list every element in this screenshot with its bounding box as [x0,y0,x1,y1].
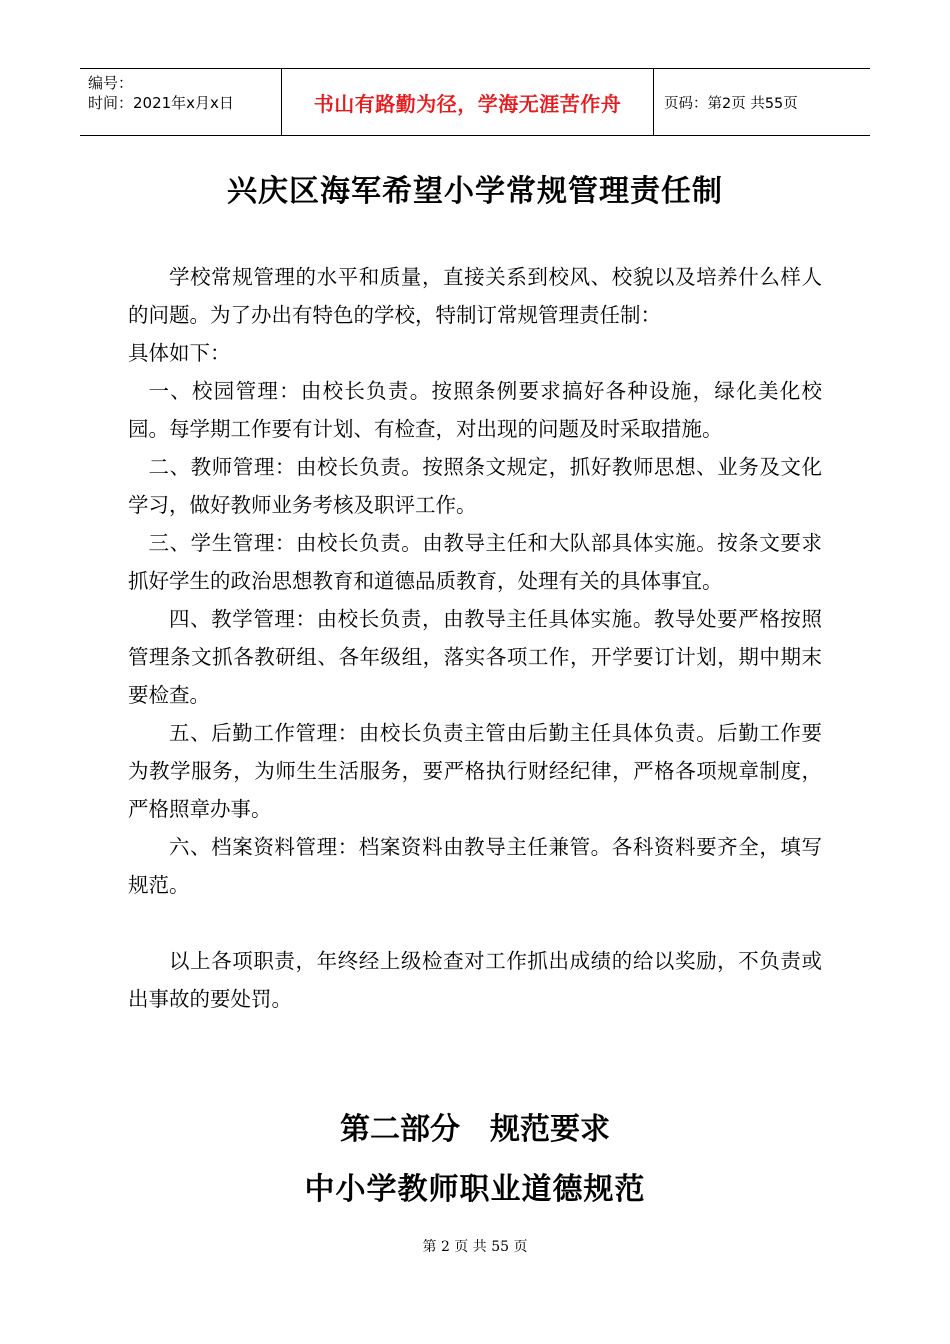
page-header [80,68,870,136]
part-title: 第二部分 规范要求 [340,1112,610,1147]
spacer [128,904,822,942]
number-label: 编号： [88,74,134,92]
header-motto: 书山有路勤为径，学海无涯苦作舟 [282,69,654,135]
intro-paragraph: 学校常规管理的水平和质量，直接关系到校风、校貌以及培养什么样人的问题。为了办出有特色的学校，特制订常规管理责任制： [128,265,822,327]
date-label: 时间：2021年x月x日 [88,94,234,112]
intro-lead: 具体如下： [128,341,231,365]
part-subtitle: 中小学教师职业道德规范 [304,1172,646,1207]
item-students: 三、学生管理：由校长负责。由教导主任和大队部具体实施。按条文要求抓好学生的政治思想教育和道德品质教育，处理有关的具体事宜。 [128,531,822,593]
document-body [128,258,822,1018]
item-campus: 一、校园管理：由校长负责。按照条例要求搞好各种设施，绿化美化校园。每学期工作要有计划、有检查，对出现的问题及时采取措施。 [128,379,822,441]
item-archives: 六、档案资料管理：档案资料由教导主任兼管。各科资料要齐全，填写规范。 [128,835,822,897]
item-logistics: 五、后勤工作管理：由校长负责主管由后勤主任具体负责。后勤工作要为教学服务，为师生生活服务，要严格执行财经纪律，严格各项规章制度，严格照章办事。 [128,721,822,821]
document-title: 兴庆区海军希望小学常规管理责任制 [227,174,723,209]
header-meta [80,69,282,135]
header-page-info: 页码：第2页 共55页 [664,95,798,112]
item-teachers: 二、教师管理：由校长负责。按照条文规定，抓好教师思想、业务及文化学习，做好教师业务考核及职评工作。 [128,455,822,517]
closing-paragraph: 以上各项职责，年终经上级检查对工作抓出成绩的给以奖励，不负责或出事故的要处罚。 [128,949,822,1011]
page-footer: 第 2 页 共 55 页 [422,1239,528,1255]
item-teaching: 四、教学管理：由校长负责，由教导主任具体实施。教导处要严格按照管理条文抓各教研组、各年级组，落实各项工作，开学要订计划，期中期末要检查。 [128,607,822,707]
